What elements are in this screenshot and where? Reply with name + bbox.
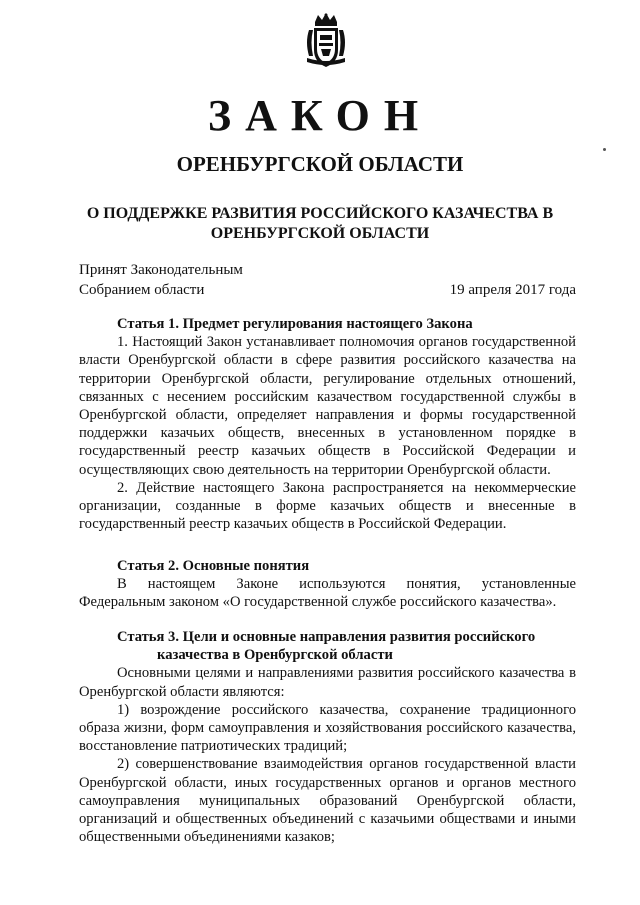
adoption-date: 19 апреля 2017 года [449, 282, 576, 298]
article-1-paragraph-2: 2. Действие настоящего Закона распространяется на некоммерческие организации, созданные в форме казачьих обществ и внесенные в государственный реестр казачьих обществ в Российской Федерации. [79, 479, 576, 533]
article-3-title-cont: казачества в Оренбургской области [157, 647, 393, 664]
article-2 [79, 557, 576, 612]
adoption-info [79, 260, 243, 300]
article-2-paragraph-1: В настоящем Законе используются понятия, установленные Федеральным законом «О государственной службе российского казачества». [79, 576, 576, 611]
adoption-line: Собранием области [79, 282, 205, 298]
coat-of-arms-icon [303, 12, 349, 70]
article-1-paragraph-1: 1. Настоящий Закон устанавливает полномочия органов государственной власти Оренбургской области в сфере развития российского казачества на территории Оренбургской области, регулирование отдельных отношений, связанных с несением российским казачеством государственной службы в Оренбургской области, определяет направления и формы государственной поддержки казачьих обществ, внесенных в установленном порядке в государственный реестр казачьих обществ в Российской Федерации и осуществляющих свою деятельность на территории Оренбургской области. [79, 334, 576, 478]
adoption-line: Принят Законодательным [79, 262, 243, 278]
article-3-intro: Основными целями и направлениями развития российского казачества в Оренбургской области являются: [79, 665, 576, 700]
law-subject-line: ОРЕНБУРГСКОЙ ОБЛАСТИ [210, 225, 430, 242]
scan-speck [603, 148, 606, 151]
article-2-title: Статья 2. Основные понятия [117, 558, 310, 574]
region-title: ОРЕНБУРГСКОЙ ОБЛАСТИ [176, 152, 464, 176]
law-title: ЗАКОН [207, 91, 433, 140]
article-3 [79, 628, 576, 846]
law-subject-line: О ПОДДЕРЖКЕ РАЗВИТИЯ РОССИЙСКОГО КАЗАЧЕСТВА В [86, 205, 554, 222]
article-1 [79, 315, 576, 533]
article-3-item-1: 1) возрождение российского казачества, сохранение традиционного образа жизни, форм самоуправления и хозяйствования российского казачества, восстановление патриотических традиций; [79, 701, 576, 755]
law-subject [60, 204, 580, 244]
article-1-title: Статья 1. Предмет регулирования настоящего Закона [117, 316, 473, 332]
article-3-title: Статья 3. Цели и основные направления развития российского [117, 629, 536, 645]
article-3-item-2: 2) совершенствование взаимодействия органов государственной власти Оренбургской области, иных государственных органов и органов местного самоуправления муниципальных образований Оренбургской области, организаций и общественных объединений с казачьими обществами и иными общественными объединениями казаков; [79, 756, 576, 846]
